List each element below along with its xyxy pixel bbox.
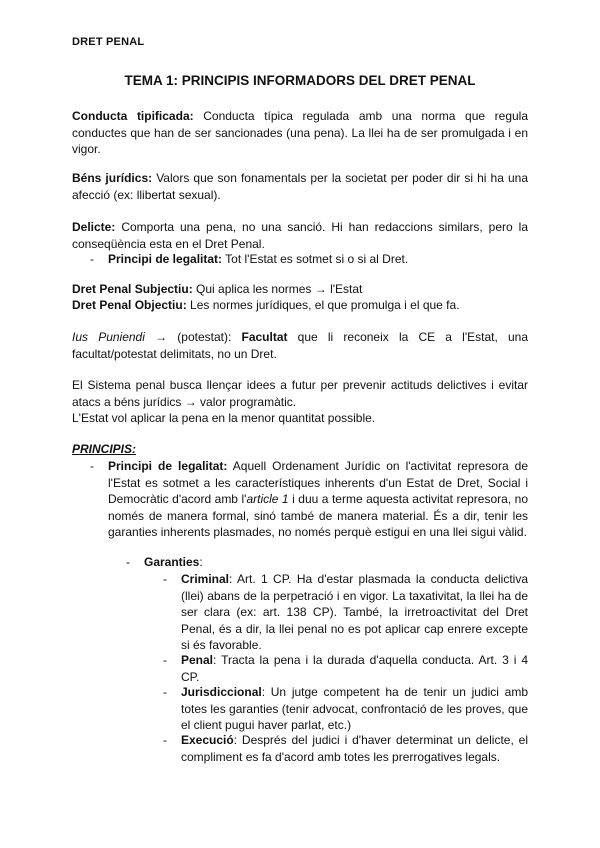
label-garanties: Garanties bbox=[144, 555, 200, 569]
text-legalitat-1: Aquell Ordenament Jurídic on l'activitat represora de l'Estat es sotmet a les característiques inherents d'un Estat de Dret, Social i Democràtic d'acord amb l' bbox=[108, 459, 528, 506]
colon-garanties: : bbox=[199, 555, 203, 569]
term-conducta: Conducta tipificada: bbox=[72, 109, 194, 123]
text-legalitat-short: Tot l'Estat es sotmet si o si al Dret. bbox=[222, 252, 409, 266]
item-execucio bbox=[181, 732, 528, 765]
item-legalitat-short bbox=[108, 251, 408, 268]
section-heading-principis: PRINCIPIS: bbox=[72, 442, 137, 456]
bold-ius: Facultat bbox=[241, 330, 288, 344]
item-penal bbox=[181, 652, 528, 685]
term-bens: Béns jurídics: bbox=[72, 171, 153, 185]
paragraph-ius-puniendi bbox=[72, 329, 528, 362]
term-legalitat-short: Principi de legalitat: bbox=[108, 252, 223, 266]
bullet-dash: - bbox=[90, 252, 94, 266]
text-criminal: : Art. 1 CP. Ha d'estar plasmada la conducta delictiva (llei) abans de la perpetració i en vigor. La taxativitat, la llei ha de ser clara (ex: art. 138 CP). També, la irretroactivitat del Dret Penal, és a dir, la llei penal no es pot aplicar cap enrere excepte si és favorable. bbox=[181, 572, 528, 652]
heading-garanties bbox=[144, 554, 203, 571]
paragraph-sistema bbox=[72, 377, 528, 427]
text-execucio: : Després del judici i d'haver determinat un delicte, el compliment es fa d'acord amb totes les prerrogatives legals. bbox=[181, 733, 528, 764]
bullet-dash: - bbox=[126, 555, 130, 569]
term-ius: Ius Puniendi bbox=[72, 330, 145, 344]
text-subjectiu: Qui aplica les normes → l'Estat bbox=[192, 282, 363, 296]
text-delicte: Comporta una pena, no una sanció. Hi han redaccions similars, pero la conseqüència esta en el Dret Penal. bbox=[72, 220, 528, 251]
line-subjectiu bbox=[72, 281, 362, 298]
term-jurisdiccional: Jurisdiccional bbox=[181, 685, 262, 699]
term-penal: Penal bbox=[181, 653, 214, 667]
bullet-dash: - bbox=[90, 459, 94, 473]
bullet-dash: - bbox=[163, 653, 167, 667]
text-legalitat-2: i duu a terme aquesta activitat represora, no només de manera formal, sinó també de manera material. És a dir, tenir les garanties inherents plasmades, no només perquè estigui en una llei sigui vàlid. bbox=[108, 492, 528, 539]
page-title: TEMA 1: PRINCIPIS INFORMADORS DEL DRET PENAL bbox=[124, 73, 476, 88]
text-conducta: Conducta típica regulada amb una norma que regula conductes que han de ser sancionades (una pena). La llei ha de ser promulgada i en vigor. bbox=[72, 109, 529, 156]
page-header: DRET PENAL bbox=[72, 36, 145, 48]
text-bens: Valors que son fonamentals per la societat per poder dir si hi ha una afecció (ex: llibertat sexual). bbox=[72, 171, 528, 202]
bullet-dash: - bbox=[163, 685, 167, 699]
bullet-dash: - bbox=[163, 572, 167, 586]
bullet-dash: - bbox=[163, 733, 167, 747]
term-principi-legalitat: Principi de legalitat: bbox=[108, 459, 228, 473]
text-ius: que li reconeix la CE a l'Estat, una facultat/potestat delimitats, no un Dret. bbox=[72, 330, 529, 361]
text-legalitat-italic: article 1 bbox=[246, 492, 289, 506]
term-delicte: Delicte: bbox=[72, 220, 116, 234]
paragraph-conducta bbox=[72, 108, 528, 158]
item-jurisdiccional bbox=[181, 684, 528, 734]
text-sistema-2: L'Estat vol aplicar la pena en la menor quantitat possible. bbox=[72, 411, 376, 425]
text-jurisdiccional: : Un jutge competent ha de tenir un judici amb totes les garanties (tenir advocat, confrontació de les proves, que el client pugui haver parlat, etc.) bbox=[181, 685, 528, 732]
term-subjectiu: Dret Penal Subjectiu: bbox=[72, 282, 193, 296]
mid-ius: → (potestat): bbox=[144, 330, 242, 344]
term-objectiu: Dret Penal Objectiu: bbox=[72, 298, 187, 312]
term-criminal: Criminal bbox=[181, 572, 230, 586]
paragraph-delicte bbox=[72, 219, 528, 252]
term-execucio: Execució bbox=[181, 733, 234, 747]
text-penal: : Tracta la pena i la durada d'aquella conducta. Art. 3 i 4 CP. bbox=[181, 653, 528, 684]
item-criminal bbox=[181, 571, 528, 654]
text-objectiu: Les normes jurídiques, el que promulga i el que fa. bbox=[186, 298, 460, 312]
paragraph-principi-legalitat bbox=[108, 458, 528, 541]
text-sistema-1: El Sistema penal busca llençar idees a futur per prevenir actituds delictives i evitar atacs a béns jurídics → valor programàtic. bbox=[72, 378, 528, 409]
paragraph-bens bbox=[72, 170, 528, 203]
line-objectiu bbox=[72, 297, 460, 314]
